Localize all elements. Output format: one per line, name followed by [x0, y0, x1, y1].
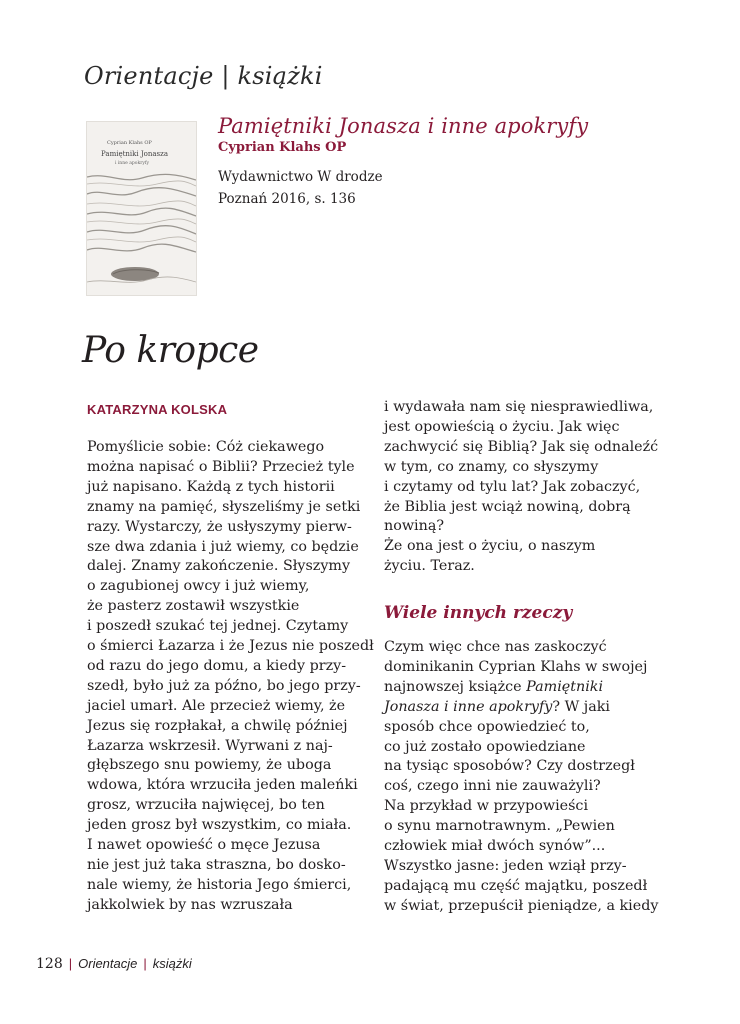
body-text-line: człowiek miał dwóch synów”... — [384, 838, 606, 854]
body-text-line: od razu do jego domu, a kiedy przy- — [87, 657, 347, 674]
body-text-line: jest opowieścią o życiu. Jak więc — [384, 418, 620, 435]
body-text-line: Wszystko jasne: jeden wziął przy- — [384, 857, 627, 874]
book-author: Cyprian Klahs OP — [218, 140, 347, 155]
body-text-line: o śmierci Łazarza i że Jezus nie poszedł — [87, 638, 374, 654]
body-text-line: padającą mu część majątku, poszedł — [384, 877, 648, 894]
body-text-line: Jezus się rozpłakał, a chwilę później — [87, 717, 348, 734]
body-text-line: sze dwa zdania i już wiemy, co będzie — [87, 538, 359, 555]
cover-author: Cyprian Klahs OP — [107, 140, 152, 146]
body-text-line: w świat, przepuścił pieniądze, a kiedy — [384, 897, 659, 914]
cover-title: Pamiętniki Jonasza — [101, 150, 169, 158]
body-text-line: jakkolwiek by nas wzruszała — [87, 896, 293, 913]
body-text-line: najnowszej książce Pamiętniki — [384, 678, 604, 695]
book-info — [218, 114, 588, 207]
footer-separator: | — [143, 956, 147, 971]
body-text-line: Czym więc chce nas zaskoczyć — [384, 639, 607, 655]
page-number: 128 — [36, 956, 63, 972]
body-text-line: coś, czego inni nie zauważyli? — [384, 778, 601, 795]
body-text-line: znamy na pamięć, słyszeliśmy je setki — [87, 498, 361, 515]
body-text-line: i czytamy od tylu lat? Jak zobaczyć, — [384, 478, 641, 495]
body-text-line: dominikanin Cyprian Klahs w swojej — [384, 658, 648, 675]
section-subheading: Wiele innych rzeczy — [384, 603, 573, 623]
page-footer — [36, 956, 192, 972]
footer-section: Orientacje — [78, 956, 138, 971]
book-place-year-pages: Poznań 2016, s. 136 — [218, 191, 356, 207]
body-text-line: I nawet opowieść o męce Jezusa — [87, 837, 321, 853]
book-cover-image — [86, 121, 197, 296]
cover-subtitle: i inne apokryfy — [115, 161, 150, 166]
body-text-line: już napisano. Każdą z tych historii — [87, 478, 335, 495]
article-author: KATARZYNA KOLSKA — [87, 402, 228, 417]
body-text-line: co już zostało opowiedziane — [384, 738, 586, 755]
body-text-line: życiu. Teraz. — [384, 558, 475, 575]
body-text-line: szedł, było już za późno, bo jego przy- — [87, 677, 361, 694]
body-text-line: sposób chce opowiedzieć to, — [384, 718, 590, 735]
body-text-line: Łazarza wskrzesił. Wyrwani z naj- — [87, 737, 333, 754]
body-text-line: na tysiąc sposobów? Czy dostrzegł — [384, 758, 635, 775]
body-text-line: nowiną? — [384, 518, 445, 535]
section-header: Orientacje | książki — [84, 62, 323, 90]
article-title: Po kropce — [82, 330, 259, 371]
body-text-line: Że ona jest o życiu, o naszym — [384, 538, 596, 555]
body-text-line: że Biblia jest wciąż nowiną, dobrą — [384, 498, 631, 515]
body-text-line: grosz, wrzuciła najwięcej, bo ten — [87, 797, 325, 814]
body-text-line: o zagubionej owcy i już wiemy, — [87, 578, 310, 595]
book-publisher: Wydawnictwo W drodze — [218, 169, 383, 185]
body-text-line: o synu marnotrawnym. „Pewien — [384, 818, 615, 835]
body-text-line: nie jest już taka straszna, bo dosko- — [87, 856, 346, 873]
body-text-line: Jonasza i inne apokryfy? W jaki — [384, 698, 611, 715]
body-text-line: jeden grosz był wszystkim, co miała. — [87, 817, 352, 834]
body-text-line: wdowa, która wrzuciła jeden maleńki — [87, 777, 358, 794]
body-text-line: i poszedł szukać tej jednej. Czytamy — [87, 618, 349, 635]
footer-separator: | — [68, 956, 73, 971]
footer-subsection: książki — [152, 956, 192, 971]
body-text-line: dalej. Znamy zakończenie. Słyszymy — [87, 558, 351, 575]
body-text-line: razy. Wystarczy, że usłyszymy pierw- — [87, 518, 352, 535]
body-text-line: można napisać o Biblii? Przecież tyle — [87, 458, 355, 475]
body-text-line: w tym, co znamy, co słyszymy — [384, 458, 599, 475]
body-text-line: nale wiemy, że historia Jego śmierci, — [87, 876, 352, 893]
body-text-line: Na przykład w przypowieści — [384, 798, 589, 815]
body-text-line: głębszego snu powiemy, że uboga — [87, 757, 332, 774]
body-text-line: i wydawała nam się niesprawiedliwa, — [384, 399, 654, 415]
body-text-line: Pomyślicie sobie: Cóż ciekawego — [87, 439, 325, 455]
body-text-line: że pasterz zostawił wszystkie — [87, 598, 300, 615]
body-text-line: zachwycić się Biblią? Jak się odnaleźć — [384, 438, 659, 455]
body-text-line: jaciel umarł. Ale przecież wiemy, że — [87, 697, 346, 714]
book-title: Pamiętniki Jonasza i inne apokryfy — [218, 114, 589, 138]
